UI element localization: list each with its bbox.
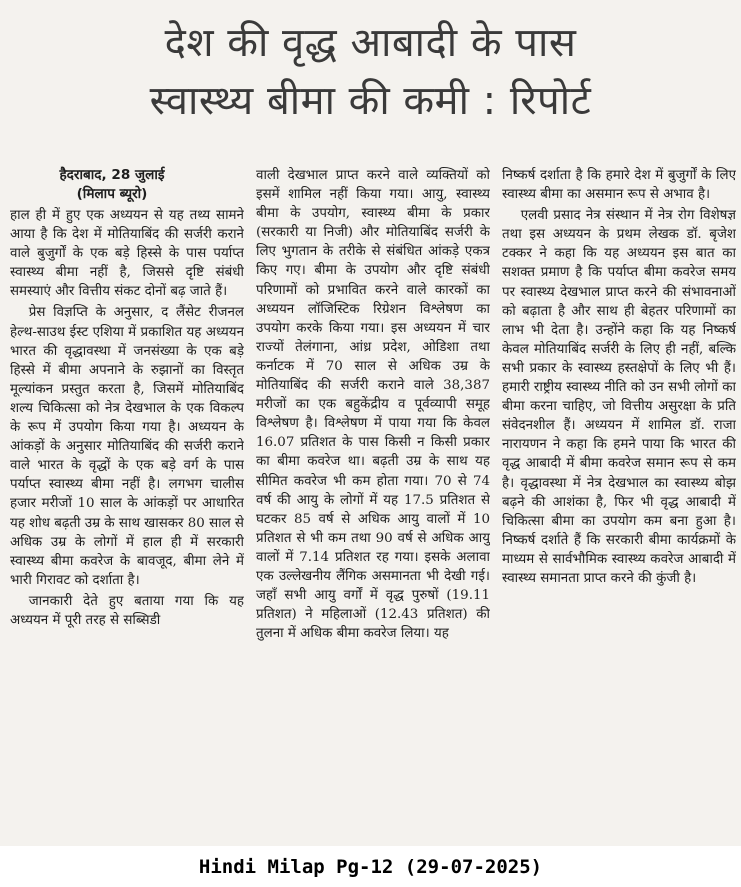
article-column-1 — [10, 166, 244, 842]
bureau-credit: (मिलाप ब्यूरो) — [76, 186, 148, 202]
headline-line-1: देश की वृद्ध आबादी के पास — [164, 20, 577, 66]
headline — [0, 14, 741, 130]
article-column-3 — [502, 166, 736, 842]
article-body — [10, 166, 736, 842]
dateline: हैदराबाद, 28 जुलाई — [59, 167, 165, 183]
paragraph: एलवी प्रसाद नेत्र संस्थान में नेत्र रोग विशेषज्ञ तथा इस अध्ययन के प्रथम लेखक डॉ. बृजेश टक्कर ने कहा कि यह अध्ययन इस बात का सशक्त प्रमाण है कि पर्याप्त बीमा कवरेज समय पर स्वास्थ्य देखभाल प्राप्त करने की संभावनाओं को बढ़ाता है और साथ ही बेहतर परिणामों का लाभ भी देता है। उन्होंने कहा कि यह निष्कर्ष केवल मोतियाबिंद सर्जरी के लिए ही नहीं, बल्कि सभी प्रकार के स्वास्थ्य हस्तक्षेपों के लिए भी हैं। हमारी राष्ट्रीय स्वास्थ्य नीति को उन सभी लोगों का बीमा करना चाहिए, जो वित्तीय असुरक्षा के प्रति संवेदनशील हैं। अध्ययन में शामिल डॉ. राजा नारायणन ने कहा कि हमने पाया कि भारत की वृद्ध आबादी में बीमा कवरेज समान रूप से कम है। वृद्धावस्था में नेत्र देखभाल का स्वास्थ्य बोझ बढ़ने की आशंका है, फिर भी वृद्ध आबादी में चिकित्सा बीमा का उपयोग कम बना हुआ है। निष्कर्ष दर्शाते हैं कि सरकारी बीमा कार्यक्रमों के माध्यम से सार्वभौमिक स्वास्थ्य कवरेज आबादी में स्वास्थ्य समानता प्राप्त करने की कुंजी है। — [502, 208, 736, 586]
source-caption: Hindi Milap Pg-12 (29-07-2025) — [198, 856, 543, 878]
paragraph: प्रेस विज्ञप्ति के अनुसार, द लैंसेट रीजनल हेल्थ-साउथ ईस्ट एशिया में प्रकाशित यह अध्ययन भारत की वृद्धावस्था में जनसंख्या के एक बड़े हिस्से में बीमा अपनाने के रुझानों का विस्तृत मूल्यांकन प्रस्तुत करता है, जिसमें मोतियाबिंद शल्य चिकित्सा को नेत्र देखभाल के एक विकल्प के रूप में उपयोग किया गया है। अध्ययन के आंकड़ों के अनुसार मोतियाबिंद की सर्जरी कराने वाले भारत के वृद्धों के एक बड़े वर्ग के पास पर्याप्त स्वास्थ्य बीमा नहीं है। लगभग चालीस हजार मरीजों 10 साल के आंकड़ों पर आधारित यह शोध बढ़ती उम्र के साथ खासकर 80 साल से अधिक उम्र के लोगों में हाल ही में सरकारी स्वास्थ्य बीमा कवरेज के बावजूद, बीमा लेने में भारी गिरावट को दर्शाता है। — [10, 305, 244, 588]
paragraph: वाली देखभाल प्राप्त करने वाले व्यक्तियों को इसमें शामिल नहीं किया गया। आयु, स्वास्थ्य बीमा के उपयोग, स्वास्थ्य बीमा के प्रकार (सरकारी या निजी) और मोतियाबिंद सर्जरी के लिए भुगतान के तरीके से संबंधित आंकड़े एकत्र किए गए। बीमा के उपयोग और दृष्टि संबंधी परिणामों को प्रभावित करने वाले कारकों का अध्ययन लॉजिस्टिक रिग्रेशन विश्लेषण का उपयोग करके किया गया। इस अध्ययन में चार राज्यों तेलंगाना, आंध्र प्रदेश, ओडिशा तथा कर्नाटक में 70 साल से अधिक उम्र के मोतियाबिंद की सर्जरी कराने वाले 38,387 मरीजों का एक बहुकेंद्रीय व पूर्वव्यापी समूह विश्लेषण है। विश्लेषण में पाया गया कि केवल 16.07 प्रतिशत के पास किसी न किसी प्रकार का बीमा कवरेज था। बढ़ती उम्र के साथ यह सीमित कवरेज भी कम होता गया। 70 से 74 वर्ष की आयु के लोगों में यह 17.5 प्रतिशत से घटकर 85 वर्ष से अधिक आयु वालों में 10 प्रतिशत से भी कम तथा 90 वर्ष से अधिक आयु वालों में 7.14 प्रतिशत रह गया। इसके अलावा एक उल्लेखनीय लैंगिक असमानता भी देखी गई। जहाँ सभी आयु वर्गों में वृद्ध पुरुषों (19.11 प्रतिशत) ने महिलाओं (12.43 प्रतिशत) की तुलना में अधिक बीमा कवरेज लिया। यह — [256, 168, 490, 642]
article-column-2 — [256, 166, 490, 842]
paragraph: हाल ही में हुए एक अध्ययन से यह तथ्य सामने आया है कि देश में मोतियाबिंद की सर्जरी कराने वाले बुजुर्गों के एक बड़े हिस्से के पास पर्याप्त स्वास्थ्य बीमा नहीं है, जिससे दृष्टि संबंधी समस्याएं और वित्तीय संकट दोनों बढ़ जाते हैं। — [10, 208, 244, 300]
headline-line-2: स्वास्थ्य बीमा की कमी : रिपोर्ट — [149, 78, 592, 124]
paragraph: जानकारी देते हुए बताया गया कि यह अध्ययन में पूरी तरह से सब्सिडी — [10, 593, 244, 628]
paragraph: निष्कर्ष दर्शाता है कि हमारे देश में बुजुर्गों के लिए स्वास्थ्य बीमा का असमान रूप से अभाव है। — [502, 168, 736, 203]
